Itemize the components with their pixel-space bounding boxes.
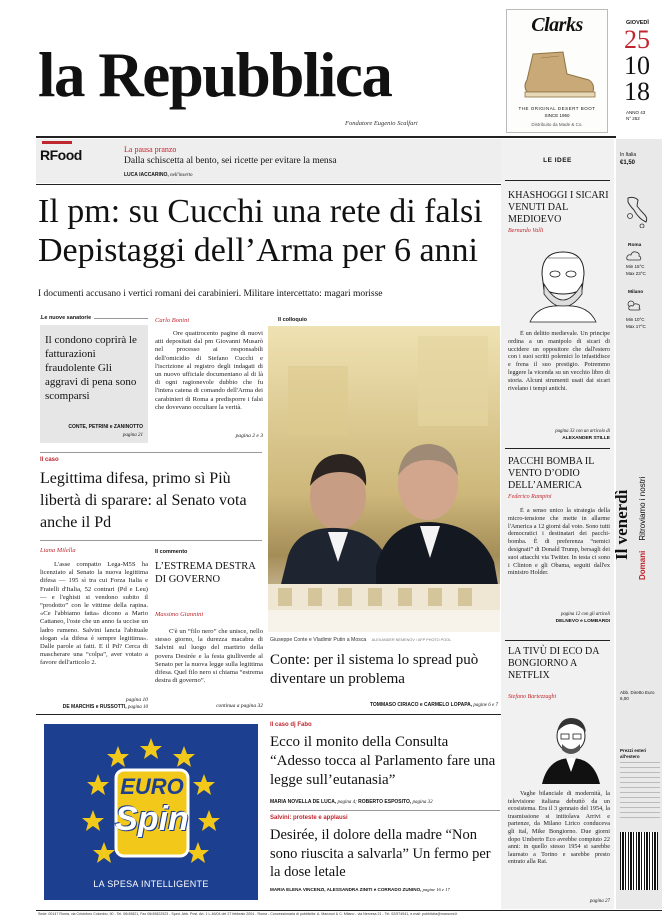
condono-box <box>40 325 148 443</box>
footer-text: Sede: 00147 Roma, via Cristoforo Colombo, 90 - Tel. 06/49821, Fax 06/49822923 - Sped. Abb. Post. Art. 1 L.46/04 del 27 febbraio 2004 - Roma - Concessionaria di pubblicità: A. Manzoni & C. Milano - via Nervesa 21 - Tel. 02/574941, e-mail: pubblicita@manzoni.it <box>38 912 458 916</box>
idee-pacchi-body: È a senso unico la strategia della micro-tensione che mette in allarme l'America a 12 giorni dal voto. Sono tutti democratici i destinatari dei pacchi-bomba. È di preferenza “nemici designati” di Donald Trump, bersagli dei suoi attacchi via Twitter. In testa ci sono i Clinton e gli Obama, seguiti dall'ex ministro Holder. <box>508 507 610 577</box>
fabo-kicker: Il caso dj Fabo <box>270 722 312 728</box>
desert-boot-image <box>519 46 599 102</box>
photo-credit: ALEXANDER NEMENOV / AFP PHOTO POOL <box>371 638 452 642</box>
rfood-bar <box>36 139 501 183</box>
idee-khashoggi-body: È un delitto medievale. Un principe ordina a un manipolo di sicari di uccidere un oppositore che dall'estero con i suoi scritti polemici lo infastidisce e frena il suo prestigio. Potremmo leggere la vicenda su un vecchio libro di storia. Alcuni strumenti usati dai sicari rivelano i tempi antichi. <box>508 330 610 392</box>
condono-label: Le nuove sanatorie <box>41 315 94 321</box>
sun-cloud-icon <box>626 299 642 311</box>
fabo-byline-2: ROBERTO ESPOSITO, <box>358 799 412 805</box>
weather-max-1: Max 23°C <box>626 271 646 276</box>
ad-eurospin <box>44 724 258 900</box>
photo-conte-putin <box>268 326 500 632</box>
salvini-headline: Desirée, il dolore della madre “Non sono riuscita a salvarla” Un fermo per la dose letale <box>270 827 491 880</box>
idee-pacchi-head: PACCHI BOMBA IL VENTO D’ODIO DELL’AMERICA <box>508 456 594 491</box>
photo-illustration <box>268 326 500 632</box>
domani-label: Domani <box>638 550 647 580</box>
idee-tivu-head: LA TIVÙ DI ECO DA BONGIORNO A NETFLIX <box>508 646 599 681</box>
photo-caption: Giuseppe Conte e Vladimir Putin a Mosca <box>270 637 367 643</box>
idee-khashoggi-author2: ALEXANDER STILLE <box>562 436 610 441</box>
idee-khashoggi-page: pagina 33 con un articolo di <box>555 429 610 434</box>
fabo-byline-1: MARIA NOVELLA DE LUCA, <box>270 799 337 805</box>
barcode-title: Prezzi esteri all'estero <box>620 748 647 759</box>
ad-clarks-distributor: Distribuito da Made & Co. <box>531 122 583 127</box>
condono-byline: CONTE, PETRINI e ZANINOTTO <box>68 424 143 430</box>
commento-body: C'è un “filo nero” che unisce, nello stesso giorno, la durezza macabra di Salvini sul luogo del martirio della povera Desirée e la festa giulliverde al Senato per la nuova legge sulla legittima difesa. Quel filo nero si chiama “estrema destra di governo”. <box>155 628 263 685</box>
price: €1,50 <box>620 160 636 166</box>
ad-clarks <box>506 9 608 133</box>
salvini-page: pagine 16 e 17 <box>422 887 450 892</box>
idee-tivu-page: pagina 27 <box>589 899 610 904</box>
main-subhead: I documenti accusano i vertici romani dei carabinieri. Militare intercettato: magari morisse <box>38 289 383 299</box>
masthead-title: la Repubblica <box>38 40 392 110</box>
price-label: In Italia <box>620 152 637 158</box>
photo-label: Il colloquio <box>278 317 308 323</box>
bonini-page: pagina 2 e 3 <box>235 433 263 439</box>
idee-pacchi-author: Federico Rampini <box>508 494 552 500</box>
date-edition: ANNO 43 <box>626 110 646 115</box>
weather-city-2: Milano <box>628 290 644 295</box>
legittima-page2: pagina 10 <box>127 705 148 710</box>
fabo-page-1: pagina 4; <box>337 800 357 805</box>
fabo-page-2: pagina 32 <box>412 800 433 805</box>
domani-vertical <box>632 420 652 580</box>
date-number: N° 252 <box>626 116 640 121</box>
price-note: Abb. Diretto Euro 6,00 <box>620 690 655 701</box>
weather-city-1: Roma <box>628 243 642 248</box>
khashoggi-caricature <box>528 244 598 324</box>
salvini-kicker: Salvini: proteste e applausi <box>270 815 348 821</box>
date-weekday: GIOVEDÌ <box>626 20 649 26</box>
photo-byline: TOMMASO CIRIACO e CARMELO LOPAPA, <box>369 702 473 708</box>
eurospin-brand-2: Spin <box>115 800 189 838</box>
eurospin-brand-1: EURO <box>120 774 184 799</box>
legittima-byline: DE MARCHIS e RUSSOTTI, <box>62 704 127 710</box>
eco-caricature <box>540 712 602 784</box>
photo-page: pagine 6 e 7 <box>473 703 498 708</box>
idee-label: LE IDEE <box>543 157 572 164</box>
fabo-headline: Ecco il monito della Consulta “Adesso tocca al Parlamento fare una legge sull’eutanasia” <box>270 734 496 788</box>
idee-tivu-author: Stefano Bartezzaghi <box>508 694 557 700</box>
cloud-icon <box>626 251 642 261</box>
ad-clarks-tagline: THE ORIGINAL DESERT BOOT <box>518 106 596 111</box>
ad-clarks-since: SINCE 1950 <box>544 113 570 118</box>
condono-page: pagina 21 <box>122 433 143 438</box>
rfood-author-note: nell'inserto <box>170 173 193 178</box>
ad-clarks-brand: Clarks <box>531 14 583 36</box>
main-headline-2: Depistaggi dell’Arma per 6 anni <box>38 232 478 269</box>
main-headline-1: Il pm: su Cucchi una rete di falsi <box>38 193 483 230</box>
legittima-body: L'asse compatto Lega-M5S ha licenziato al Senato la nuova legittima difesa — 195 sì tra cui Forza Italia e Fratelli d'Italia, 52 contrari (Pd e Leu) — e l'eghisti si vendono subito il “prodotto” con le vittime della rapina. «Ce l'abbiamo fatta» dicono a Mario Cattaneo, l'oste che un anno fa uccise un ladro rumeno. Salvini lancia l'abituale slogan «la difesa è sempre legittima». Dalle parole ai fatti. E il Pd? Cerca di mascherare una “colpa”, aver votato a favore dell'articolo 2. <box>40 561 148 667</box>
legittima-page: pagina 10 <box>125 697 148 703</box>
photo-headline: Conte: per il sistema lo spread può diventare un problema <box>270 652 479 687</box>
date-year: 18 <box>624 77 650 106</box>
legittima-kicker: Il caso <box>40 457 59 463</box>
idee-pacchi-authors2: DELNEVO e LOMBARDI <box>555 619 610 624</box>
commento-page: continua a pagina 32 <box>216 703 263 709</box>
eurospin-slogan: LA SPESA INTELLIGENTE <box>93 879 209 889</box>
rfood-logo: RFood <box>40 147 82 163</box>
commento-headline: L’ESTREMA DESTRA DI GOVERNO <box>155 561 256 585</box>
salvini-byline: MARIA ELENA VINCENZI, ALESSANDRA ZINITI e CORRADO ZUNINO, <box>270 887 422 892</box>
weather-max-2: Max 17°C <box>626 324 646 329</box>
domani-tagline: Ritroviamo i nostri <box>638 476 647 541</box>
legittima-headline: Legittima difesa, primo sì Più libertà di sparare: al Senato vota anche il Pd <box>40 470 247 531</box>
idee-pacchi-page: pagina 12 con gli articoli <box>560 612 610 617</box>
bonini-author: Carlo Bonini <box>155 317 190 324</box>
weather-min-1: Min 15°C <box>626 264 645 269</box>
bonini-body: Ore quattrocento pagine di nuovi atti depositati dal pm Giovanni Musarò nel processo ai responsabili dell'omicidio di Stefano Cucchi e l'iscrizione al registro degli indagati di un nuovo ufficiale documentano al di là di ogni ragionevole dubbio che fu l'intera catena di comando dell'Arma dei carabinieri di Roma a predisporre i falsi che dovevano occultare la verità. <box>155 330 263 411</box>
commento-kicker: Il commento <box>155 549 188 555</box>
rfood-author: LUCA IACCARINO, <box>124 172 169 178</box>
legittima-author: Liana Milella <box>40 547 76 554</box>
rfood-kicker: La pausa pranzo <box>124 145 177 154</box>
idee-tivu-body: Vaghe bilanciale di modernità, la televisione italiana debuttò da un ecosistema. Era il 3 gennaio del 1954, la trasmissione si intitolava Arrivi e partenze, da Milano Lirico conduceva gli ital, Mike Bongiorno. Due giorni dopo Umberto Eco avrebbe compiuto 22 anni: in quello stesso 1954 si sarebbe laureato a Torino e sarebbe presto entrato alla Rai. <box>508 790 610 866</box>
italy-map-icon <box>622 196 650 228</box>
date-month: 10 <box>624 51 650 80</box>
rfood-headline: Dalla schiscetta al bento, sei ricette per evitare la mensa <box>124 156 337 166</box>
barcode <box>620 832 658 890</box>
condono-text: Il condono coprirà le fatturazioni fraudolente Gli aggravi di pena sono scomparsi <box>45 334 137 402</box>
masthead-founder: Fondatore Eugenio Scalfari <box>345 120 418 127</box>
commento-author: Massimo Giannini <box>155 611 204 618</box>
date-box <box>616 6 662 136</box>
date-day: 25 <box>624 25 650 54</box>
venerdi-supplement: Il venerdì <box>612 489 631 560</box>
idee-khashoggi-head: KHASHOGGI I SICARI VENUTI DAL MEDIOEVO <box>508 190 609 225</box>
foreign-prices-list <box>620 762 660 822</box>
weather-min-2: Min 10°C <box>626 317 645 322</box>
idee-khashoggi-author: Bernardo Valli <box>508 228 544 234</box>
